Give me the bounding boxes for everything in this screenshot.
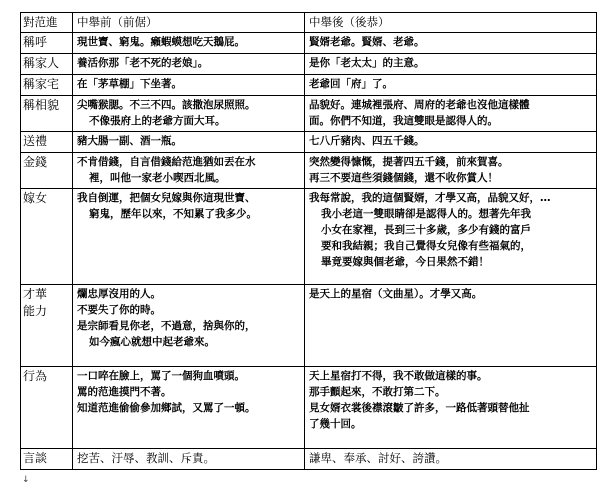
- table-row: [21, 153, 597, 189]
- table-row: [21, 75, 597, 96]
- cell-line: 罵的范進摸門不著。: [77, 386, 172, 398]
- cell-line: 尖嘴猴腮。不三不四。該撒泡尿照照。: [77, 99, 256, 111]
- before-cell: [73, 153, 305, 189]
- cell-line: 品貌好。連城裡張府、周府的老爺也沒他這樣體: [309, 99, 530, 111]
- before-cell: [73, 189, 305, 285]
- table-row: [21, 33, 597, 54]
- row-label-cell: 行為: [21, 367, 73, 449]
- cell-line: 養活你那「老不死的老娘」。: [77, 57, 209, 69]
- table-row: [21, 449, 597, 470]
- cell-line: 在「茅草棚」下坐著。: [77, 78, 182, 90]
- cell-line: 裡，叫他一家老小喫西北風。: [89, 172, 226, 184]
- cell-line: 是天上的星宿（文曲星）。才學又高。: [309, 288, 483, 300]
- header-after-cell: 中舉後（後恭）: [305, 13, 597, 33]
- before-cell: [73, 132, 305, 153]
- cell-line: 爛忠厚沒用的人。: [77, 288, 161, 300]
- cell-line: 那手顫起來，不敢打第二下。: [309, 386, 446, 398]
- after-cell: [305, 33, 597, 54]
- after-cell: [305, 367, 597, 449]
- cell-line: 挖苦、汙辱、教訓、斥責。: [77, 451, 215, 465]
- cell-line: 再三不要這些須錢個錢，還不收你賞人！: [309, 172, 498, 184]
- cell-line: 小女在家裡，長到三十多歲，多少有錢的富戶: [321, 224, 531, 236]
- cell-line: 謙卑、奉承、討好、誇讚。: [309, 451, 447, 465]
- table-row: [21, 54, 597, 75]
- header-label-cell: 對范進: [21, 13, 73, 33]
- cell-line: 面。你們不知道，我這雙眼是認得人的。: [309, 115, 498, 127]
- table-row: [21, 189, 597, 285]
- footer-mark: ↓: [22, 475, 30, 485]
- before-cell: [73, 54, 305, 75]
- cell-line: 要和我結親；我自己覺得女兒像有些福氣的，: [321, 240, 531, 252]
- row-label-cell: 稱呼: [21, 33, 73, 54]
- after-cell: [305, 54, 597, 75]
- table-row: [21, 96, 597, 132]
- row-label-cell: 才華 能力: [21, 285, 73, 367]
- cell-line: 現世寶、窮鬼。癩蝦蟆想吃天鵝屁。: [77, 36, 245, 48]
- cell-line: 一口啐在臉上，罵了一個狗血噴頭。: [77, 370, 245, 382]
- row-label-cell: 嫁女: [21, 189, 73, 285]
- table-row: [21, 367, 597, 449]
- table-row: [21, 132, 597, 153]
- after-cell: [305, 449, 597, 470]
- header-before-cell: 中舉前（前倨）: [73, 13, 305, 33]
- row-label-cell: 言談: [21, 449, 73, 470]
- cell-line: 老爺回「府」了。: [309, 78, 393, 90]
- before-cell: [73, 367, 305, 449]
- comparison-table: [20, 12, 597, 470]
- row-label-cell: 稱家宅: [21, 75, 73, 96]
- after-cell: [305, 189, 597, 285]
- table-row: [21, 285, 597, 367]
- cell-line: 不要失了你的時。: [77, 304, 161, 316]
- cell-line: 窮鬼，歷年以來，不知累了我多少。: [89, 208, 257, 220]
- after-cell: [305, 75, 597, 96]
- cell-line: 我每常說，我的這個賢婿，才學又高，品貌又好，…: [309, 192, 551, 204]
- cell-line: 是宗師看見你老，不過意，捨與你的，: [77, 320, 256, 332]
- before-cell: [73, 285, 305, 367]
- cell-line: 如今瘋心就想中起老爺來。: [89, 336, 215, 348]
- cell-line: 畢竟要嫁與個老爺，今日果然不錯！: [321, 256, 489, 268]
- after-cell: [305, 132, 597, 153]
- cell-line: 是你「老太太」的主意。: [309, 57, 425, 69]
- cell-line: 不肯借錢，自言借錢給范進猶如丟在水: [77, 156, 256, 168]
- before-cell: [73, 449, 305, 470]
- table-body: [21, 13, 597, 470]
- cell-line: 知道范進偷偷參加鄉試，又罵了一頓。: [77, 402, 256, 414]
- cell-line: 七八斤豬肉、四五千錢。: [309, 135, 425, 147]
- cell-line: 我小老這一雙眼睛卻是認得人的。想著先年我: [321, 208, 531, 220]
- after-cell: [305, 153, 597, 189]
- cell-line: 不像張府上的老爺方面大耳。: [89, 115, 226, 127]
- before-cell: [73, 75, 305, 96]
- cell-line: 見女婿衣裳後襟滾皺了許多，一路低著頭替他扯: [309, 402, 530, 414]
- row-label-cell: 送禮: [21, 132, 73, 153]
- after-cell: [305, 96, 597, 132]
- cell-line: 豬大腸一副、酒一瓶。: [77, 135, 182, 147]
- row-label-cell: 稱相貌: [21, 96, 73, 132]
- before-cell: [73, 96, 305, 132]
- cell-line: 突然變得慷慨，提著四五千錢，前來賀喜。: [309, 156, 509, 168]
- header-row: [21, 13, 597, 33]
- after-cell: [305, 285, 597, 367]
- cell-line: 我自倒運，把個女兒嫁與你這現世寶、: [77, 192, 256, 204]
- cell-line: 天上星宿打不得，我不敢做這樣的事。: [309, 370, 488, 382]
- row-label-cell: 金錢: [21, 153, 73, 189]
- row-label-cell: 稱家人: [21, 54, 73, 75]
- cell-line: 賢婿老爺。賢婿、老爺。: [309, 36, 425, 48]
- before-cell: [73, 33, 305, 54]
- cell-line: 了幾十回。: [309, 418, 362, 430]
